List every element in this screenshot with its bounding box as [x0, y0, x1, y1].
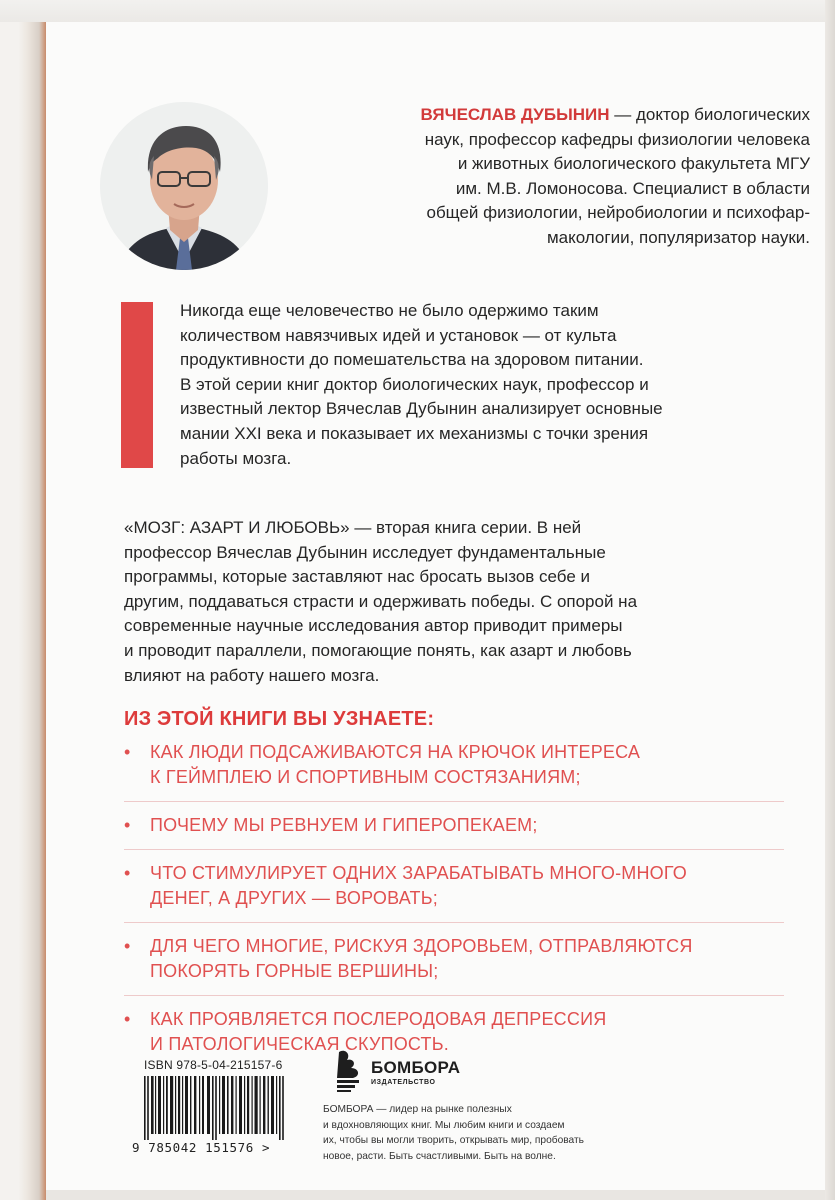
author-bio [290, 103, 810, 251]
accent-bar [121, 302, 153, 468]
intro-line: известный лектор Вячеслав Дубынин анализирует основные [180, 399, 663, 419]
scan-margin-top [0, 0, 835, 22]
author-bio-line: общей физиологии, нейробиологии и психофар- [426, 203, 810, 223]
list-divider [124, 801, 784, 802]
blurb-line: новое, расти. Быть счастливыми. Быть на волне. [323, 1150, 556, 1162]
bullet-icon: • [124, 863, 131, 883]
description-line: программы, которые заставляют нас бросать вызов себе и [124, 567, 591, 587]
list-divider [124, 849, 784, 850]
intro-line: количеством навязчивых идей и установок — от культа [180, 325, 617, 345]
isbn-barcode-block [132, 1058, 294, 1162]
learn-item: • ПОЧЕМУ МЫ РЕВНУЕМ И ГИПЕРОПЕКАЕМ; [124, 813, 784, 838]
series-intro [180, 299, 800, 471]
list-divider [124, 995, 784, 996]
description-line: другим, поддаваться страсти и одерживать победы. С опорой на [124, 591, 638, 611]
description-line: современные научные исследования автор приводит примеры [124, 616, 623, 636]
author-name: ВЯЧЕСЛАВ ДУБЫНИН [420, 105, 610, 124]
learn-item: • КАК ПРОЯВЛЯЕТСЯ ПОСЛЕРОДОВАЯ ДЕПРЕССИЯ И ПАТОЛОГИЧЕСКАЯ СКУПОСТЬ. [124, 1009, 607, 1054]
publisher-logo [333, 1048, 478, 1094]
barcode-icon [144, 1076, 294, 1140]
bullet-icon: • [124, 1009, 131, 1029]
description-line: «МОЗГ: АЗАРТ И ЛЮБОВЬ» — вторая книга серии. В ней [124, 518, 582, 537]
learn-item: • КАК ЛЮДИ ПОДСАЖИВАЮТСЯ НА КРЮЧОК ИНТЕРЕСА К ГЕЙМПЛЕЮ И СПОРТИВНЫМ СОСТЯЗАНИЯМ; [124, 742, 641, 787]
scan-margin-left [0, 0, 46, 1200]
author-bio-line: и животных биологического факультета МГУ [457, 154, 810, 174]
intro-line: работы мозга. [180, 448, 292, 468]
intro-line: В этой серии книг доктор биологических наук, профессор и [180, 374, 649, 394]
author-bio-line: наук, профессор кафедры физиологии человека [424, 129, 810, 149]
isbn-label: ISBN 978-5-04-215157-6 [144, 1058, 283, 1072]
author-portrait-illustration [100, 102, 268, 270]
intro-line: продуктивности до помешательства на здоровом питании. [180, 350, 644, 370]
description-line: и проводит параллели, помогающие понять, как азарт и любовь [124, 640, 632, 660]
blurb-line: и вдохновляющих книг. Мы любим книги и создаем [323, 1119, 565, 1131]
publisher-blurb [323, 1102, 613, 1164]
learn-heading: ИЗ ЭТОЙ КНИГИ ВЫ УЗНАЕТЕ: [124, 708, 435, 730]
author-bio-line: макологии, популяризатор науки. [546, 227, 810, 247]
learn-list [124, 740, 784, 1068]
intro-line: Никогда еще человечество не было одержимо таким [180, 301, 599, 320]
scan-margin-right [825, 0, 835, 1200]
author-bio-line: ВЯЧЕСЛАВ ДУБЫНИН — доктор биологических [420, 105, 810, 124]
learn-item: • ЧТО СТИМУЛИРУЕТ ОДНИХ ЗАРАБАТЫВАТЬ МНОГО-МНОГО ДЕНЕГ, А ДРУГИХ — ВОРОВАТЬ; [124, 863, 687, 908]
learn-item: • ДЛЯ ЧЕГО МНОГИЕ, РИСКУЯ ЗДОРОВЬЕМ, ОТПРАВЛЯЮТСЯ ПОКОРЯТЬ ГОРНЫЕ ВЕРШИНЫ; [124, 936, 693, 981]
barcode-digits: 9 785042 151576 > [132, 1140, 271, 1155]
author-bio-line: им. М.В. Ломоносова. Специалист в области [455, 178, 810, 198]
bullet-icon: • [124, 815, 131, 835]
description-line: влияют на работу нашего мозга. [124, 665, 380, 685]
blurb-line: их, чтобы вы могли творить, открывать мир, пробовать [323, 1135, 584, 1146]
intro-line: мании XXI века и показывает их механизмы с точки зрения [180, 423, 649, 443]
bullet-icon: • [124, 742, 131, 762]
list-divider [124, 922, 784, 923]
book-description [124, 516, 814, 688]
author-photo [100, 102, 268, 270]
publisher-name: БОМБОРА [371, 1058, 461, 1077]
bombora-wave-icon [333, 1048, 369, 1092]
description-line: профессор Вячеслав Дубынин исследует фундаментальные [124, 542, 606, 562]
publisher-subtitle: ИЗДАТЕЛЬСТВО [371, 1079, 436, 1086]
bullet-icon: • [124, 936, 131, 956]
blurb-line: БОМБОРА — лидер на рынке полезных [323, 1104, 512, 1115]
